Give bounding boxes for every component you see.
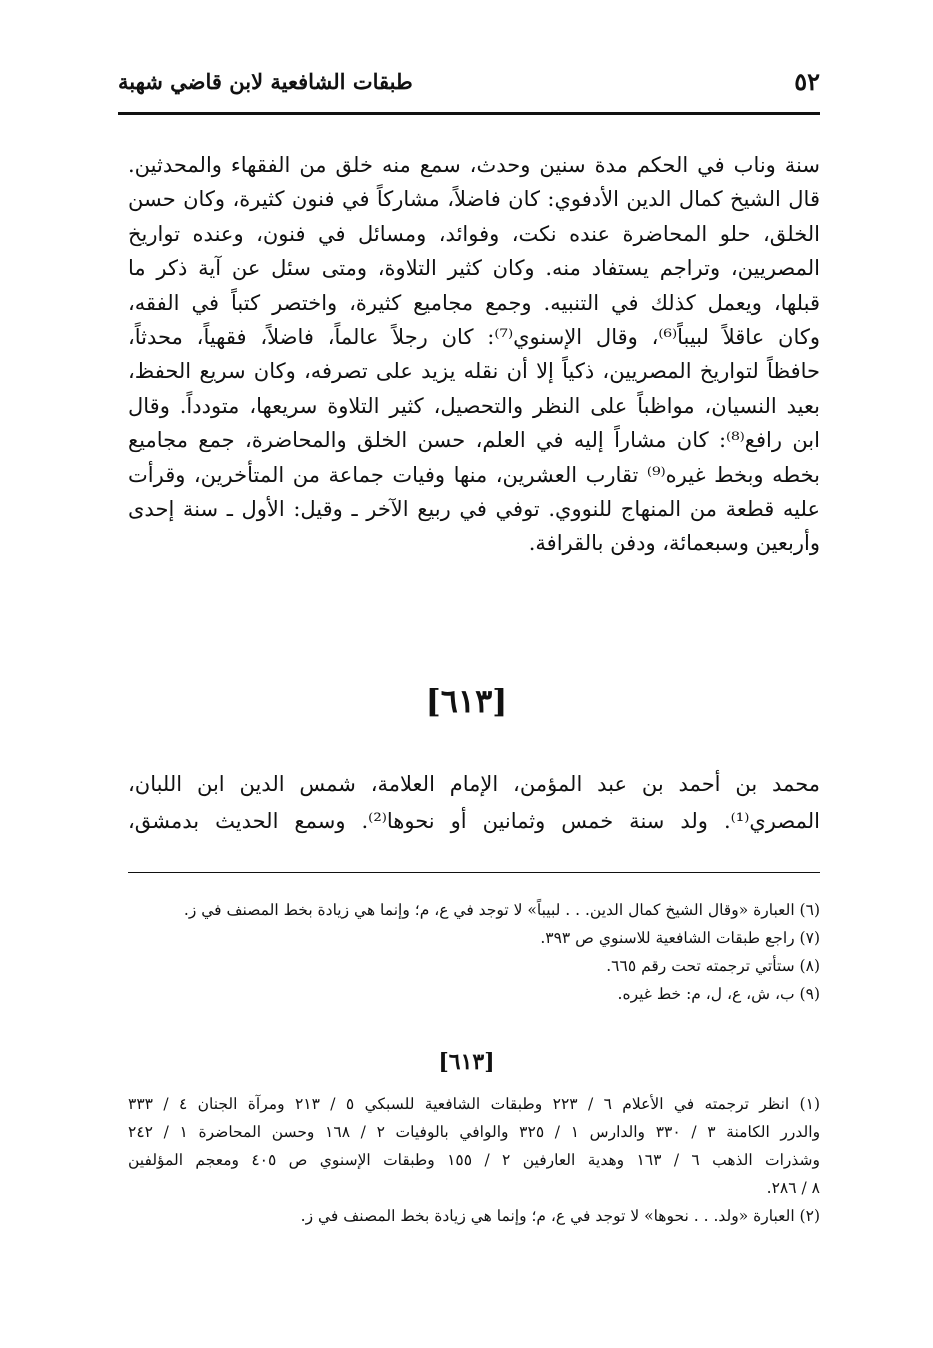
footnote: (٩) ب، ش، ع، ل، م: خط غيره. (617, 985, 820, 1003)
footnote: ٨ / ٢٨٦. (766, 1179, 820, 1197)
header-rule (118, 112, 820, 115)
footnote: وشذرات الذهب ٦ / ١٦٣ وهدية العارفين ٢ / ١٥٥ وطبقات الإسنوي ص ٤٠٥ ومعجم المؤلفين (128, 1151, 820, 1169)
footnote: (٧) راجع طبقات الشافعية للاسنوي ص ٣٩٣. (540, 929, 820, 947)
footnote: (٦) العبارة «وقال الشيخ كمال الدين. . . لبيباً» لا توجد في ع، م؛ وإنما هي زيادة بخط المصنف في ز. (183, 901, 820, 919)
main-text (128, 148, 820, 561)
text-line: وأربعين وسبعمائة، ودفن بالقرافة. (528, 531, 820, 556)
text-line: محمد بن أحمد بن عبد المؤمن، الإمام العلامة، شمس الدين ابن اللبان، (128, 772, 820, 796)
text-line: سنة وناب في الحكم مدة سنين وحدث، سمع منه خلق من الفقهاء والمحدثين. (128, 153, 820, 177)
text-line: وكان عاقلاً لبيباً⁽⁶⁾، وقال الإسنوي⁽⁷⁾: كان رجلاً عالماً، فاضلاً، فقهياً، محدثاً، (128, 324, 820, 349)
footnote: والدرر الكامنة ٣ / ٣٣٠ والدارس ١ / ٣٢٥ والوافي بالوفيات ٢ / ١٦٨ وحسن المحاضرة ١ / ٢٤٢ (128, 1123, 820, 1141)
text-line: قال الشيخ كمال الدين الأدفوي: كان فاضلاً، مشاركاً في فنون كثيرة، وكان حسن (128, 187, 820, 212)
text-line: قبلها، ويعمل كذلك في التنبيه. وجمع مجاميع كثيرة، واختصر كتباً في الفقه، (128, 290, 820, 315)
text-line: ابن رافع⁽⁸⁾: كان مشاراً إليه في العلم، حسن الخلق والمحاضرة، جمع مجاميع (128, 428, 820, 453)
footnote: (٢) العبارة «ولد. . . نحوها» لا توجد في ع، م؛ وإنما هي زيادة بخط المصنف في ز. (300, 1207, 820, 1225)
text-line: الخلق، حلو المحاضرة عنده نكت، وفوائد، ومسائل في فنون، وعنده تواريخ (128, 221, 820, 246)
footnote: (٨) ستأتي ترجمته تحت رقم ٦٦٥. (606, 957, 820, 975)
page-number: ٥٢ (794, 67, 820, 96)
book-title: طبقات الشافعية لابن قاضي شهبة (118, 69, 413, 94)
footnote-rule (128, 872, 820, 873)
text-line: المصري⁽¹⁾. ولد سنة خمس وثمانين أو نحوها⁽²⁾. وسمع الحديث بدمشق، (128, 809, 820, 833)
footnotes-previous-entry (128, 896, 820, 1008)
text-line: عليه قطعة من المنهاج للنووي. توفي في ربيع الآخر ـ وقيل: الأول ـ سنة إحدى (128, 496, 820, 521)
entry-text (128, 766, 820, 840)
footnote-entry-heading: [٦١٣] (438, 1049, 495, 1075)
footnotes-entry-613 (128, 1090, 820, 1230)
text-line: حافظاً لتواريخ المصريين، ذكياً إلا أن نقله يزيد على تصرفه، وكان سريع الحفظ، (128, 359, 820, 384)
text-line: بخطه وبخط غيره⁽⁹⁾ تقارب العشرين، منها وفيات جماعة من المتأخرين، وقرأت (128, 462, 820, 487)
running-head (118, 62, 820, 102)
footnote: (١) انظر ترجمته في الأعلام ٦ / ٢٢٣ وطبقات الشافعية للسبكي ٥ / ٢١٣ ومرآة الجنان ٤ / ٣٣٣ (128, 1095, 820, 1113)
text-line: المصريين، وتراجم يستفاد منه. وكان كثير التلاوة، ومتى سئل عن آية ذكر ما (128, 256, 820, 281)
text-line: بعيد النسيان، مواظباً على النظر والتحصيل، كثير التلاوة سريعها، متودداً. وقال (128, 393, 820, 418)
entry-number-heading: [٦١٣] (425, 682, 508, 720)
